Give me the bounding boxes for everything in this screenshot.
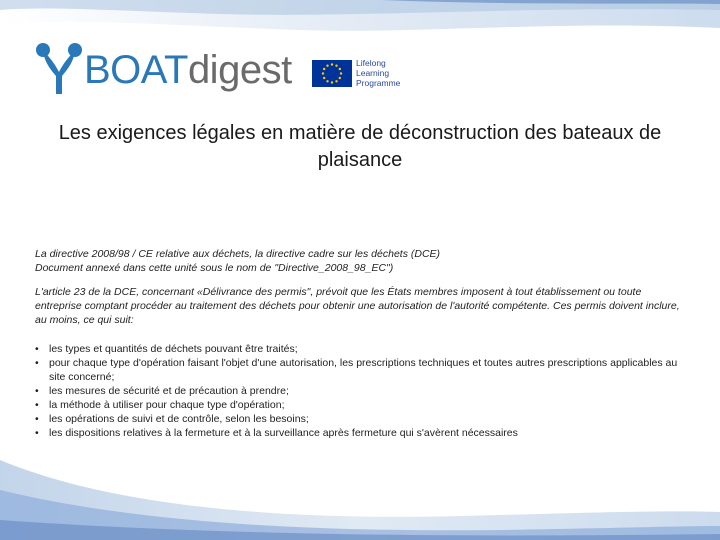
eu-line-3: Programme [356, 78, 401, 88]
list-item [35, 384, 685, 398]
paragraph-directive-line-1: La directive 2008/98 / CE relative aux déchets, la directive cadre sur les déchets (DCE) [35, 248, 441, 260]
eu-lifelong-learning-logo [312, 58, 422, 92]
logo-digest-text: digest [187, 48, 292, 92]
paragraph-directive-line-2: Document annexé dans cette unité sous le nom de "Directive_2008_98_EC") [35, 262, 394, 274]
eu-programme-text [356, 58, 400, 88]
list-item-text: les mesures de sécurité et de précaution à prendre; [49, 385, 289, 397]
bullet-icon: • [35, 413, 39, 425]
list-item [35, 398, 685, 412]
list-item [35, 342, 685, 356]
bullet-icon: • [35, 399, 39, 411]
slide-title: Les exigences légales en matière de déconstruction des bateaux de plaisance [58, 122, 662, 171]
list-item-text: pour chaque type d'opération faisant l'objet d'une autorisation, les prescriptions techniques et toutes autres prescriptions applicables au site concerné; [49, 357, 678, 383]
bullet-icon: • [35, 343, 39, 355]
list-item-text: les types et quantités de déchets pouvant être traités; [49, 343, 298, 355]
list-item [35, 412, 685, 426]
eu-line-2: Learning [356, 68, 390, 78]
bullet-icon: • [35, 427, 39, 439]
bullet-icon: • [35, 357, 39, 369]
list-item [35, 356, 685, 384]
list-item-text: la méthode à utiliser pour chaque type d'opération; [49, 399, 285, 411]
boatdigest-logo-icon [34, 42, 84, 98]
list-item [35, 426, 685, 440]
list-item-text: les opérations de suivi et de contrôle, selon les besoins; [49, 413, 309, 425]
logo-boat-text: BOAT [84, 48, 188, 92]
requirements-list [35, 342, 685, 440]
bullet-icon: • [35, 385, 39, 397]
eu-line-1: Lifelong [356, 58, 386, 68]
eu-flag-icon [312, 60, 352, 87]
slide-body [35, 247, 685, 440]
logo-wordmark [84, 48, 292, 92]
boatdigest-logo [34, 42, 294, 98]
paragraph-article-23: L'article 23 de la DCE, concernant «Délivrance des permis", prévoit que les États membres imposent à tout établissement ou toute entreprise comptant procéder au traitement des déchets pour obtenir une autorisation de l'autorité compétente. Ces permis doivent inclure, au moins, ce qui suit: [35, 286, 680, 326]
paragraph-directive [35, 247, 685, 275]
list-item-text: les dispositions relatives à la fermeture et à la surveillance après fermeture qui s'avèrent nécessaires [49, 427, 518, 439]
